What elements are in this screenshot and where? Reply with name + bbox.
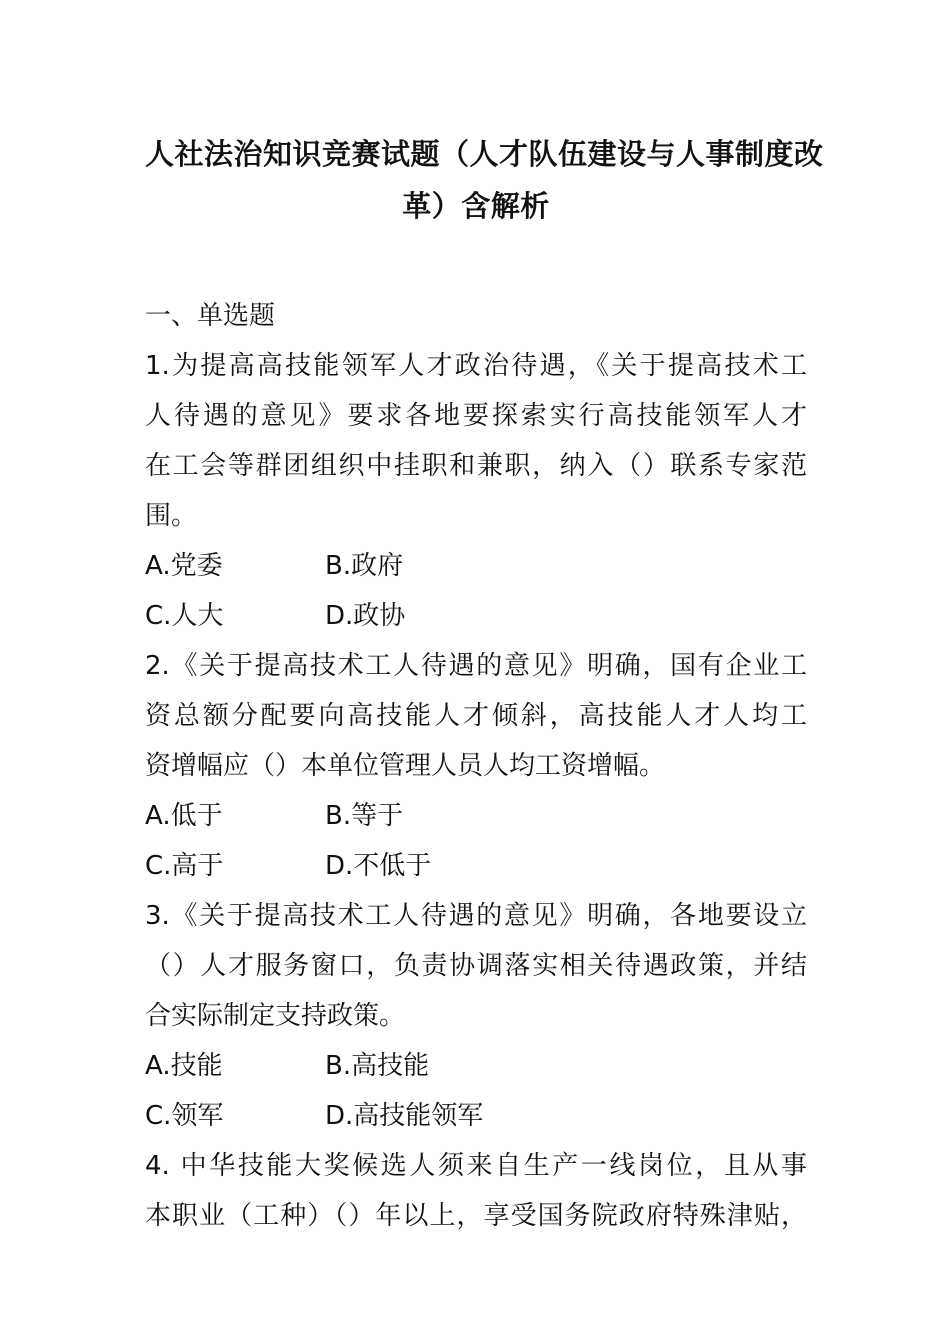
question-text-line: 在工会等群团组织中挂职和兼职，纳入（）联系专家范 (145, 451, 807, 481)
option-c: C.人大 (145, 601, 224, 631)
question-text-line: 资增幅应（）本单位管理人员人均工资增幅。 (145, 751, 666, 781)
document-page (145, 128, 824, 1241)
options-row (145, 791, 807, 841)
question-text-line: 1.为提高高技能领军人才政治待遇，《关于提高技术工 (145, 351, 807, 381)
question-text-line: 资总额分配要向高技能人才倾斜，高技能人才人均工 (145, 701, 807, 731)
document-title (145, 128, 824, 232)
question-4 (145, 1141, 807, 1241)
question-text-line: 本职业（工种）（）年以上，享受国务院政府特殊津贴， (145, 1201, 807, 1231)
question-2 (145, 641, 807, 891)
options-row (145, 541, 807, 591)
option-c: C.领军 (145, 1101, 224, 1131)
question-3 (145, 891, 807, 1141)
options-row (145, 591, 807, 641)
question-text-line: 2.《关于提高技术工人待遇的意见》明确，国有企业工 (145, 651, 807, 681)
options-row (145, 1091, 807, 1141)
option-b: B.高技能 (325, 1051, 430, 1081)
question-text-line: 合实际制定支持政策。 (145, 1001, 406, 1031)
question-text-line: 4. 中华技能大奖候选人须来自生产一线岗位，且从事 (145, 1151, 807, 1181)
option-a: A.低于 (145, 801, 223, 831)
option-b: B.政府 (325, 551, 404, 581)
option-a: A.技能 (145, 1051, 223, 1081)
option-d: D.不低于 (325, 851, 432, 881)
question-1 (145, 341, 807, 641)
question-text-line: 3.《关于提高技术工人待遇的意见》明确，各地要设立 (145, 901, 807, 931)
options-row (145, 841, 807, 891)
option-d: D.政协 (325, 601, 406, 631)
option-c: C.高于 (145, 851, 224, 881)
question-text-line: （）人才服务窗口，负责协调落实相关待遇政策，并结 (145, 951, 807, 981)
options-row (145, 1041, 807, 1091)
option-d: D.高技能领军 (325, 1101, 484, 1131)
option-b: B.等于 (325, 801, 404, 831)
title-line-2: 革）含解析 (402, 189, 550, 223)
option-a: A.党委 (145, 551, 223, 581)
section-heading: 一、单选题 (145, 301, 276, 331)
title-line-1: 人社法治知识竞赛试题（人才队伍建设与人事制度改 (145, 137, 824, 171)
question-text-line: 围。 (145, 501, 198, 531)
question-text-line: 人待遇的意见》要求各地要探索实行高技能领军人才 (145, 401, 807, 431)
